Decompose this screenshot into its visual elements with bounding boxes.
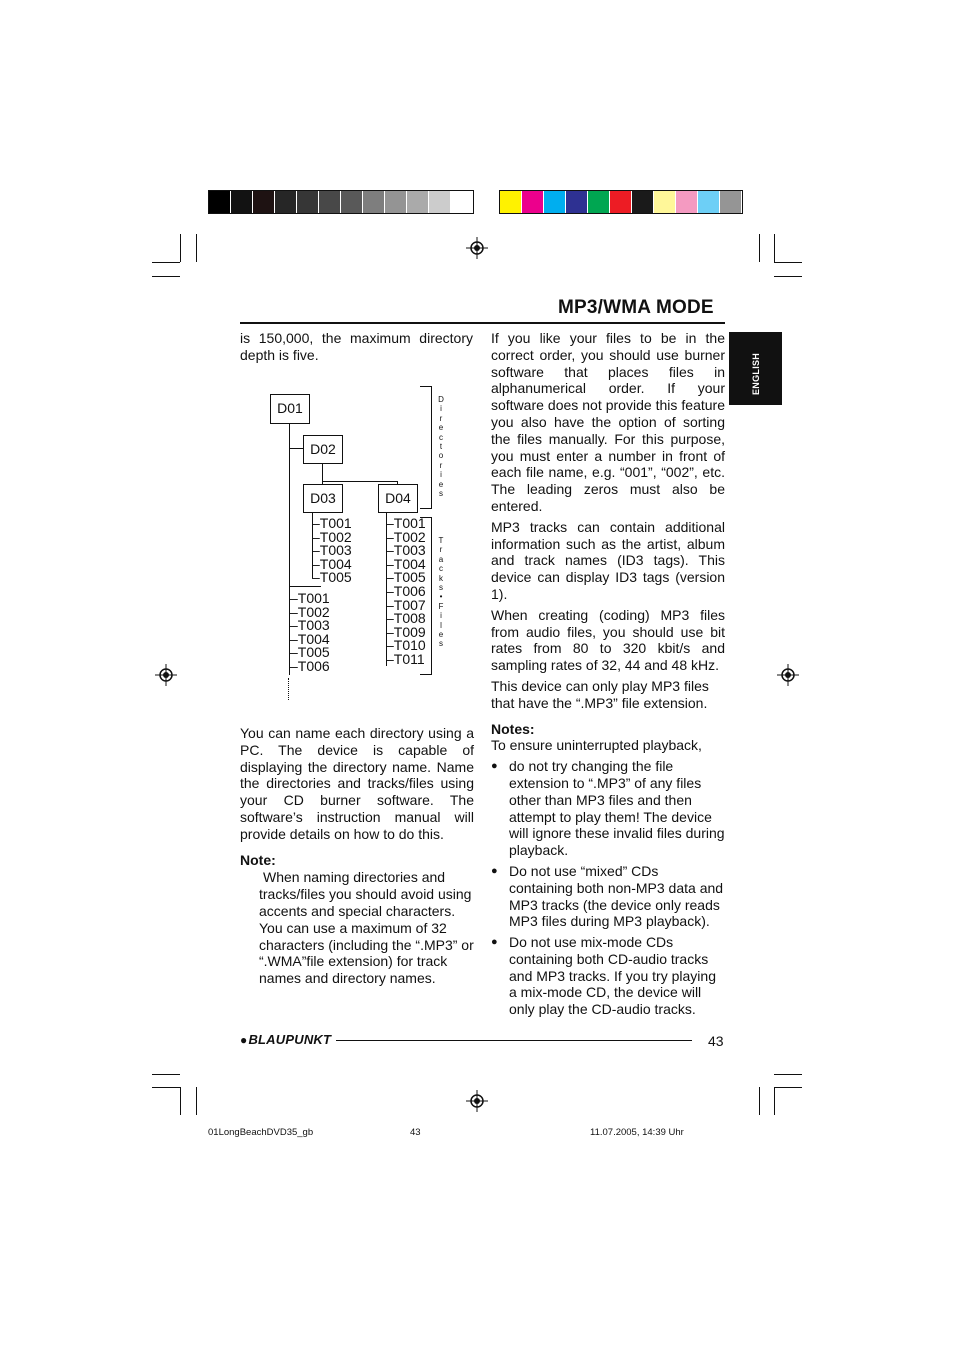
label-letter: s (439, 639, 443, 649)
language-tab-label: ENGLISH (751, 352, 761, 395)
label-letter: T (438, 536, 444, 545)
page-title: MP3/WMA MODE (558, 297, 714, 318)
track-list-d03 (312, 517, 352, 585)
notes-list (491, 758, 725, 1018)
sorting-paragraph: If you like your files to be in the correct order, you should use burner software that places files in alphanumerical order. If your software does not provide this feature you also have the option of sorting the files manually. For this purpose, you must enter a number in front of each file name, e.g. “001”, “002”, etc. The leading zeros must also be entered. (491, 330, 725, 514)
track-item: –T008 (386, 610, 426, 627)
color-swatch (566, 191, 588, 213)
intro-paragraph: is 150,000, the maximum directory depth is five. (240, 330, 473, 363)
list-item: ● Do not use mix-mode CDs containing both CD-audio tracks and MP3 tracks. If you try playing a mix-mode CD, the device will only play the CD-audio tracks. (491, 934, 725, 1018)
track-item: –T003 (312, 542, 352, 559)
color-swatch (341, 191, 363, 213)
track-item: –T004 (290, 630, 330, 647)
color-swatch (588, 191, 610, 213)
bitrate-paragraph: When creating (coding) MP3 files from audio files, you should use bit rates from 80 to 320 kbit/s and sampling rates of 32, 44 and 48 kHz. (491, 606, 725, 674)
track-item: –T001 (312, 515, 352, 531)
slug-page: 43 (410, 1127, 421, 1138)
label-letter: e (438, 479, 444, 489)
color-swatch (363, 191, 385, 213)
label-letter: k (439, 573, 443, 583)
track-item: –T009 (386, 623, 426, 640)
right-column (491, 330, 725, 1022)
dir-box-d01: D01 (270, 394, 310, 424)
grayscale-color-bar (208, 190, 474, 214)
color-swatch (544, 191, 566, 213)
color-swatch (698, 191, 720, 213)
notes-heading: Notes: (491, 720, 535, 737)
language-tab (729, 332, 782, 405)
color-swatch (209, 191, 231, 213)
track-item: –T001 (386, 515, 426, 531)
color-swatch (451, 191, 473, 213)
color-swatch (385, 191, 407, 213)
title-rule (240, 322, 725, 324)
label-letter: t (439, 442, 443, 452)
label-letter: c (439, 432, 443, 442)
slug-filename: 01LongBeachDVD35_gb (208, 1127, 314, 1138)
slug-date: 11.07.2005, 14:39 Uhr (590, 1127, 684, 1138)
track-item: –T002 (312, 528, 352, 545)
label-letter: s (439, 583, 443, 593)
color-swatch (522, 191, 544, 213)
brand-logo (240, 1032, 331, 1047)
track-item: –T006 (386, 582, 426, 599)
track-item: –T004 (312, 555, 352, 572)
extension-paragraph: This device can only play MP3 files that have the “.MP3” file extension. (491, 677, 709, 711)
color-swatch (654, 191, 676, 213)
dir-box-d02: D02 (303, 435, 343, 464)
track-list-d04 (386, 517, 426, 667)
left-body (240, 725, 474, 991)
track-item: –T001 (290, 590, 330, 606)
logo-dot-icon: ● (240, 1033, 248, 1047)
track-item: –T002 (290, 603, 330, 620)
footer-rule (336, 1040, 692, 1041)
color-swatch (632, 191, 654, 213)
id3-paragraph: MP3 tracks can contain additional information such as the artist, album and track names (ID3 tags). This device can display ID3 tags (version 1). (491, 518, 725, 602)
process-color-bar (499, 190, 743, 214)
page-number: 43 (708, 1033, 724, 1049)
naming-paragraph: You can name each directory using a PC. The device is capable of displaying the directory name. Name the directories and tracks/files using your CD burner software. The software’s instruction manual will provide details on how to do this. (240, 725, 474, 842)
dir-box-d03: D03 (303, 484, 343, 513)
label-letter: o (438, 451, 444, 461)
label-letter: i (440, 404, 442, 414)
registration-mark-icon (466, 1090, 488, 1112)
label-letter: e (438, 423, 444, 433)
color-swatch (720, 191, 742, 213)
label-letter: D (438, 395, 444, 404)
color-swatch (275, 191, 297, 213)
label-letter: e (438, 630, 444, 640)
brand-name: BLAUPUNKT (248, 1032, 332, 1047)
track-item: –T003 (290, 617, 330, 634)
label-letter: r (439, 413, 443, 423)
label-letter: c (439, 564, 443, 574)
track-item: –T005 (290, 644, 330, 661)
track-item: –T011 (386, 650, 425, 667)
color-swatch (231, 191, 253, 213)
color-swatch (297, 191, 319, 213)
left-intro (240, 330, 473, 368)
label-letter: s (439, 489, 443, 499)
label-letter: r (439, 545, 443, 555)
label-letter: i (440, 470, 442, 480)
track-item: –T007 (386, 596, 426, 613)
track-list-d02 (290, 592, 330, 674)
directories-label (437, 395, 445, 498)
dir-box-d04: D04 (378, 484, 418, 513)
note-heading: Note: (240, 851, 276, 868)
continuation-dots (288, 678, 291, 700)
color-swatch (407, 191, 429, 213)
notes-intro: To ensure uninterrupted playback, (491, 737, 702, 754)
registration-mark-icon (155, 664, 177, 686)
label-letter: l (440, 620, 442, 630)
registration-mark-icon (777, 664, 799, 686)
track-item: –T003 (386, 542, 426, 559)
track-item: –T005 (312, 569, 352, 586)
label-letter: i (440, 611, 442, 621)
color-swatch (319, 191, 341, 213)
track-item: –T006 (290, 657, 330, 674)
color-swatch (429, 191, 451, 213)
label-letter: r (439, 460, 443, 470)
registration-mark-icon (466, 237, 488, 259)
note-text: When naming directories and tracks/files you should avoid using accents and special characters. You can use a maximum of 32 characters (including the “.MP3” or “.WMA”file extension) for track names and directory names. (259, 869, 474, 987)
tracks-files-label (437, 536, 445, 649)
color-swatch (500, 191, 522, 213)
color-swatch (253, 191, 275, 213)
list-item: ● Do not use “mixed” CDs containing both non-MP3 data and MP3 tracks (the device only reads MP3 files during MP3 playback). (491, 863, 725, 930)
color-swatch (676, 191, 698, 213)
label-letter: a (438, 554, 444, 564)
label-letter: • (439, 592, 443, 602)
track-item: –T002 (386, 528, 426, 545)
color-swatch (610, 191, 632, 213)
track-item: –T004 (386, 555, 426, 572)
list-item: ● do not try changing the file extension to “.MP3” of any files other than MP3 files and then attempt to play them! The device will ignore these invalid files during playback. (491, 758, 725, 859)
track-item: –T010 (386, 637, 426, 654)
track-item: –T005 (386, 569, 426, 586)
label-letter: F (438, 601, 444, 611)
